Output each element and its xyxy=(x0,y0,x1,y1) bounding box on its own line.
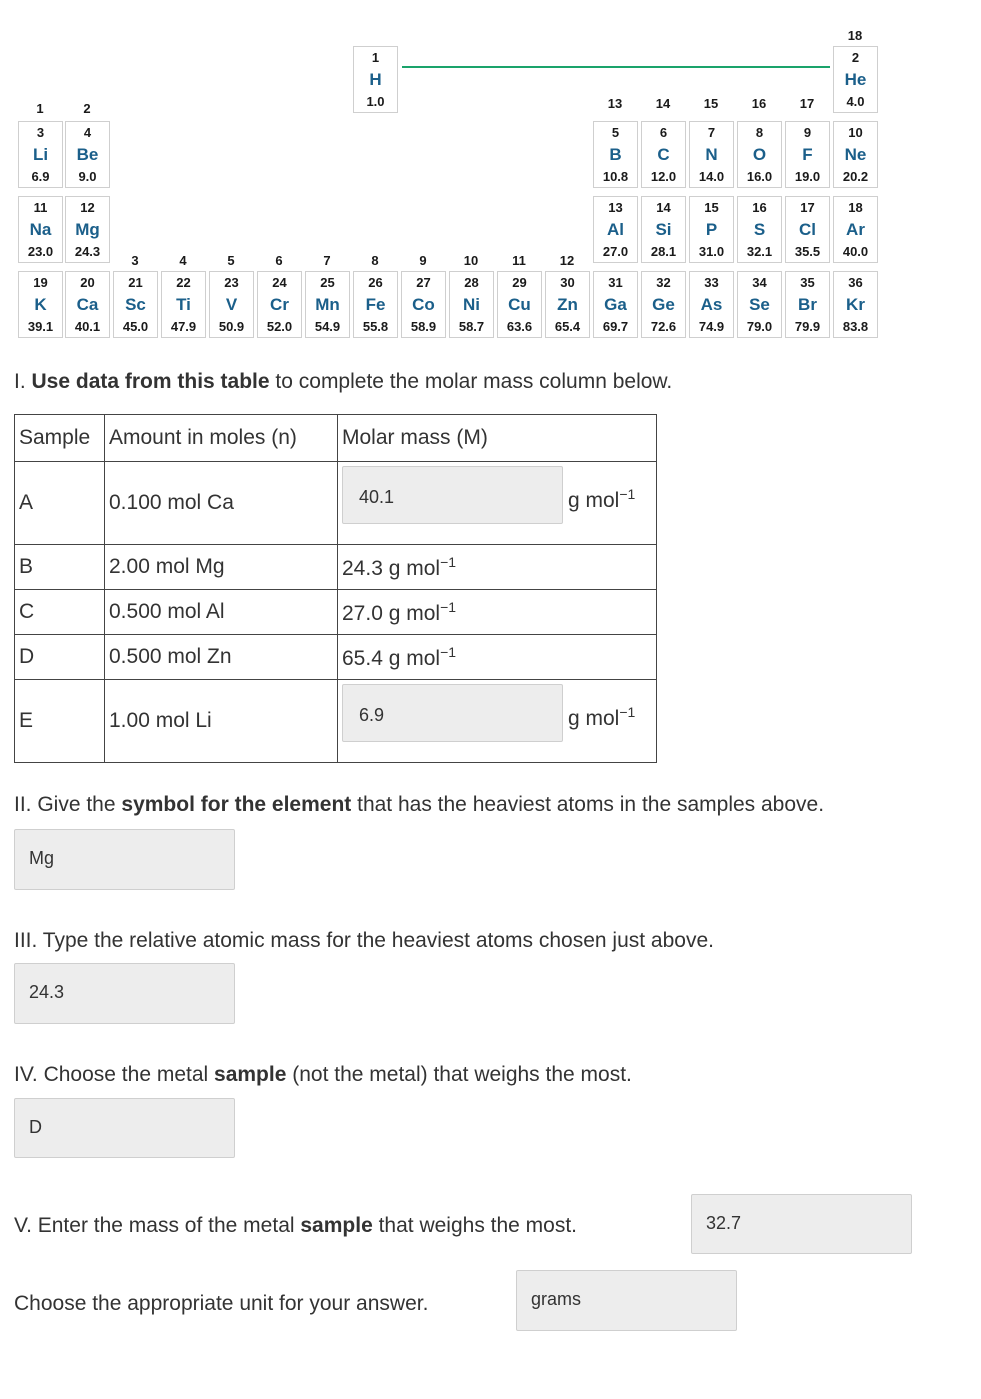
element-num: 20 xyxy=(80,275,95,290)
element-num: 4 xyxy=(83,125,92,140)
molar-mass-table xyxy=(14,414,657,763)
molar-mass-input-e[interactable]: 6.9 xyxy=(342,684,563,742)
element-sym: N xyxy=(705,145,718,164)
element-mass: 19.0 xyxy=(794,169,821,184)
unit-select[interactable]: grams xyxy=(516,1270,737,1331)
element-mass: 10.8 xyxy=(602,169,629,184)
sample-cell: B xyxy=(15,545,105,590)
element-cell-br xyxy=(785,271,830,338)
element-cell-be xyxy=(65,121,110,188)
group-label: 7 xyxy=(323,253,331,268)
element-cell-as xyxy=(689,271,734,338)
element-num: 31 xyxy=(608,275,623,290)
element-num: 34 xyxy=(752,275,767,290)
amount-cell: 0.100 mol Ca xyxy=(105,462,338,545)
element-sym: Na xyxy=(29,220,52,239)
molar-cell: 27.0 g mol$^{-1}$ xyxy=(338,590,657,635)
element-num: 9 xyxy=(803,125,812,140)
element-mass: 35.5 xyxy=(794,244,821,259)
element-num: 36 xyxy=(848,275,863,290)
element-cell-na xyxy=(18,196,63,263)
element-mass: 47.9 xyxy=(170,319,197,334)
element-sym: Ga xyxy=(604,295,627,314)
element-cell-o xyxy=(737,121,782,188)
sample-cell: D xyxy=(15,635,105,680)
element-num: 7 xyxy=(707,125,716,140)
group-label: 9 xyxy=(419,253,427,268)
element-sym: P xyxy=(705,220,718,239)
element-mass: 54.9 xyxy=(314,319,341,334)
element-mass: 12.0 xyxy=(650,169,677,184)
element-sym: Mg xyxy=(75,220,100,239)
element-sym: Kr xyxy=(846,295,865,314)
element-sym: O xyxy=(752,145,767,164)
element-num: 13 xyxy=(608,200,623,215)
element-num: 28 xyxy=(464,275,479,290)
element-sym: Fe xyxy=(365,295,386,314)
relative-atomic-mass-input[interactable]: 24.3 xyxy=(14,963,235,1024)
element-mass: 83.8 xyxy=(842,319,869,334)
element-cell-ne xyxy=(833,121,878,188)
group-label: 12 xyxy=(559,253,575,268)
element-cell-n xyxy=(689,121,734,188)
element-sym: F xyxy=(802,145,813,164)
element-cell-p xyxy=(689,196,734,263)
element-num: 5 xyxy=(611,125,620,140)
amount-cell: 0.500 mol Zn xyxy=(105,635,338,680)
element-cell-f xyxy=(785,121,830,188)
element-cell-sc xyxy=(113,271,158,338)
element-cell-s xyxy=(737,196,782,263)
group-label: 16 xyxy=(751,96,767,111)
element-num: 1 xyxy=(371,50,380,65)
element-num: 35 xyxy=(800,275,815,290)
molar-cell xyxy=(338,462,657,545)
group-label: 4 xyxy=(179,253,187,268)
element-cell-v xyxy=(209,271,254,338)
element-cell-cl xyxy=(785,196,830,263)
element-cell-b xyxy=(593,121,638,188)
header-molar-mass: Molar mass (M) xyxy=(338,415,657,462)
element-mass: 40.1 xyxy=(74,319,101,334)
part1-instruction: I. Use data from this table to complete the molar mass column below. xyxy=(14,370,673,393)
molar-cell xyxy=(338,680,657,763)
heaviest-sample-select[interactable]: D xyxy=(14,1098,235,1158)
element-cell-mg xyxy=(65,196,110,263)
element-cell-c xyxy=(641,121,686,188)
table-row xyxy=(15,635,657,680)
sample-cell: A xyxy=(15,462,105,545)
group-label: 2 xyxy=(83,101,91,116)
element-sym: Sc xyxy=(125,295,146,314)
table-row xyxy=(15,590,657,635)
element-sym: Cr xyxy=(270,295,289,314)
header-sample: Sample xyxy=(15,415,105,462)
element-cell-cr xyxy=(257,271,302,338)
element-num: 21 xyxy=(128,275,143,290)
element-sym: Cu xyxy=(508,295,531,314)
element-num: 26 xyxy=(368,275,383,290)
element-num: 33 xyxy=(704,275,719,290)
element-num: 10 xyxy=(848,125,863,140)
element-sym: Ge xyxy=(652,295,675,314)
element-sym: Be xyxy=(76,145,99,164)
element-mass: 79.9 xyxy=(794,319,821,334)
element-sym: Se xyxy=(749,295,770,314)
group-label: 10 xyxy=(463,253,479,268)
heaviest-symbol-input[interactable]: Mg xyxy=(14,829,235,890)
element-num: 22 xyxy=(176,275,191,290)
table-row xyxy=(15,680,657,763)
element-num: 3 xyxy=(36,125,45,140)
element-mass: 52.0 xyxy=(266,319,293,334)
unit-instruction: Choose the appropriate unit for your answer. xyxy=(14,1292,429,1315)
element-cell-fe xyxy=(353,271,398,338)
element-sym: Zn xyxy=(557,295,578,314)
amount-cell: 2.00 mol Mg xyxy=(105,545,338,590)
element-mass: 6.9 xyxy=(31,169,50,184)
part5-instruction: V. Enter the mass of the metal sample that weighs the most. xyxy=(14,1214,578,1237)
molar-cell: 65.4 g mol$^{-1}$ xyxy=(338,635,657,680)
element-num: 18 xyxy=(848,200,863,215)
element-cell-mn xyxy=(305,271,350,338)
element-mass: 9.0 xyxy=(78,169,97,184)
element-mass: 14.0 xyxy=(698,169,725,184)
group-label: 8 xyxy=(371,253,379,268)
amount-cell: 0.500 mol Al xyxy=(105,590,338,635)
part3-instruction: III. Type the relative atomic mass for the heaviest atoms chosen just above. xyxy=(14,929,714,952)
element-cell-kr xyxy=(833,271,878,338)
element-cell-si xyxy=(641,196,686,263)
element-mass: 58.7 xyxy=(458,319,485,334)
element-num: 15 xyxy=(704,200,719,215)
element-sym: Co xyxy=(412,295,435,314)
element-sym: C xyxy=(657,145,670,164)
table-row xyxy=(15,462,657,545)
element-num: 32 xyxy=(656,275,671,290)
element-mass: 79.0 xyxy=(746,319,773,334)
group-label: 15 xyxy=(703,96,719,111)
element-cell-ti xyxy=(161,271,206,338)
element-num: 30 xyxy=(560,275,575,290)
element-sym: Ni xyxy=(463,295,480,314)
element-mass: 50.9 xyxy=(218,319,245,334)
element-sym: B xyxy=(609,145,622,164)
element-num: 11 xyxy=(33,200,48,215)
element-cell-se xyxy=(737,271,782,338)
group-label: 13 xyxy=(607,96,623,111)
element-cell-ni xyxy=(449,271,494,338)
part2-instruction: II. Give the symbol for the element that has the heaviest atoms in the samples above. xyxy=(14,793,825,816)
element-sym: H xyxy=(369,70,382,89)
element-mass: 69.7 xyxy=(602,319,629,334)
element-mass: 24.3 xyxy=(74,244,101,259)
molar-mass-input-a[interactable]: 40.1 xyxy=(342,466,563,524)
element-num: 23 xyxy=(224,275,239,290)
element-sym: Ar xyxy=(846,220,865,239)
element-mass: 20.2 xyxy=(842,169,869,184)
group-label: 18 xyxy=(847,28,863,43)
element-num: 14 xyxy=(656,200,671,215)
header-amount: Amount in moles (n) xyxy=(105,415,338,462)
element-sym: As xyxy=(700,295,723,314)
element-mass: 58.9 xyxy=(410,319,437,334)
group-label: 17 xyxy=(799,96,815,111)
unit-label: g mol$^{-1}$ xyxy=(568,486,636,512)
unit-label: g mol$^{-1}$ xyxy=(568,704,636,730)
element-cell-h xyxy=(353,46,398,113)
element-mass: 63.6 xyxy=(506,319,533,334)
group-label: 3 xyxy=(131,253,139,268)
sample-cell: C xyxy=(15,590,105,635)
element-mass: 31.0 xyxy=(698,244,725,259)
element-cell-ar xyxy=(833,196,878,263)
element-mass: 32.1 xyxy=(746,244,773,259)
element-num: 2 xyxy=(851,50,860,65)
element-sym: V xyxy=(225,295,238,314)
group-label: 14 xyxy=(655,96,671,111)
element-sym: Cl xyxy=(799,220,816,239)
element-mass: 28.1 xyxy=(650,244,677,259)
element-num: 6 xyxy=(659,125,668,140)
element-mass: 39.1 xyxy=(27,319,54,334)
element-sym: Br xyxy=(798,295,817,314)
element-sym: He xyxy=(844,70,867,89)
element-sym: Ne xyxy=(844,145,867,164)
table-row xyxy=(15,545,657,590)
element-cell-he xyxy=(833,46,878,113)
element-num: 16 xyxy=(752,200,767,215)
sample-cell: E xyxy=(15,680,105,763)
element-num: 12 xyxy=(80,200,95,215)
element-cell-al xyxy=(593,196,638,263)
group-label: 5 xyxy=(227,253,235,268)
element-mass: 45.0 xyxy=(122,319,149,334)
element-sym: Ti xyxy=(176,295,191,314)
element-mass: 1.0 xyxy=(366,94,385,109)
element-sym: Si xyxy=(655,220,672,239)
group-label: 1 xyxy=(36,101,44,116)
element-sym: Al xyxy=(607,220,624,239)
element-sym: Mn xyxy=(315,295,340,314)
element-sym: Li xyxy=(32,145,49,164)
element-mass: 16.0 xyxy=(746,169,773,184)
table-connector-line xyxy=(402,66,830,68)
element-mass: 40.0 xyxy=(842,244,869,259)
element-mass: 55.8 xyxy=(362,319,389,334)
element-mass: 72.6 xyxy=(650,319,677,334)
group-label: 6 xyxy=(275,253,283,268)
element-num: 25 xyxy=(320,275,335,290)
table-header-row xyxy=(15,415,657,462)
element-sym: K xyxy=(34,295,47,314)
element-mass: 4.0 xyxy=(846,94,865,109)
element-cell-ca xyxy=(65,271,110,338)
element-cell-co xyxy=(401,271,446,338)
element-cell-ge xyxy=(641,271,686,338)
amount-cell: 1.00 mol Li xyxy=(105,680,338,763)
element-num: 24 xyxy=(272,275,287,290)
element-num: 8 xyxy=(755,125,764,140)
sample-mass-input[interactable]: 32.7 xyxy=(691,1194,912,1254)
part4-instruction: IV. Choose the metal sample (not the metal) that weighs the most. xyxy=(14,1063,632,1086)
molar-cell: 24.3 g mol$^{-1}$ xyxy=(338,545,657,590)
periodic-table xyxy=(0,0,981,350)
element-cell-ga xyxy=(593,271,638,338)
group-label: 11 xyxy=(512,253,526,268)
element-num: 17 xyxy=(800,200,815,215)
element-cell-k xyxy=(18,271,63,338)
element-sym: S xyxy=(753,220,766,239)
element-num: 19 xyxy=(33,275,48,290)
element-num: 29 xyxy=(512,275,527,290)
element-num: 27 xyxy=(416,275,431,290)
element-mass: 65.4 xyxy=(554,319,581,334)
element-cell-zn xyxy=(545,271,590,338)
element-mass: 74.9 xyxy=(698,319,725,334)
element-mass: 27.0 xyxy=(602,244,629,259)
element-sym: Ca xyxy=(76,295,99,314)
element-cell-li xyxy=(18,121,63,188)
element-cell-cu xyxy=(497,271,542,338)
element-mass: 23.0 xyxy=(27,244,54,259)
